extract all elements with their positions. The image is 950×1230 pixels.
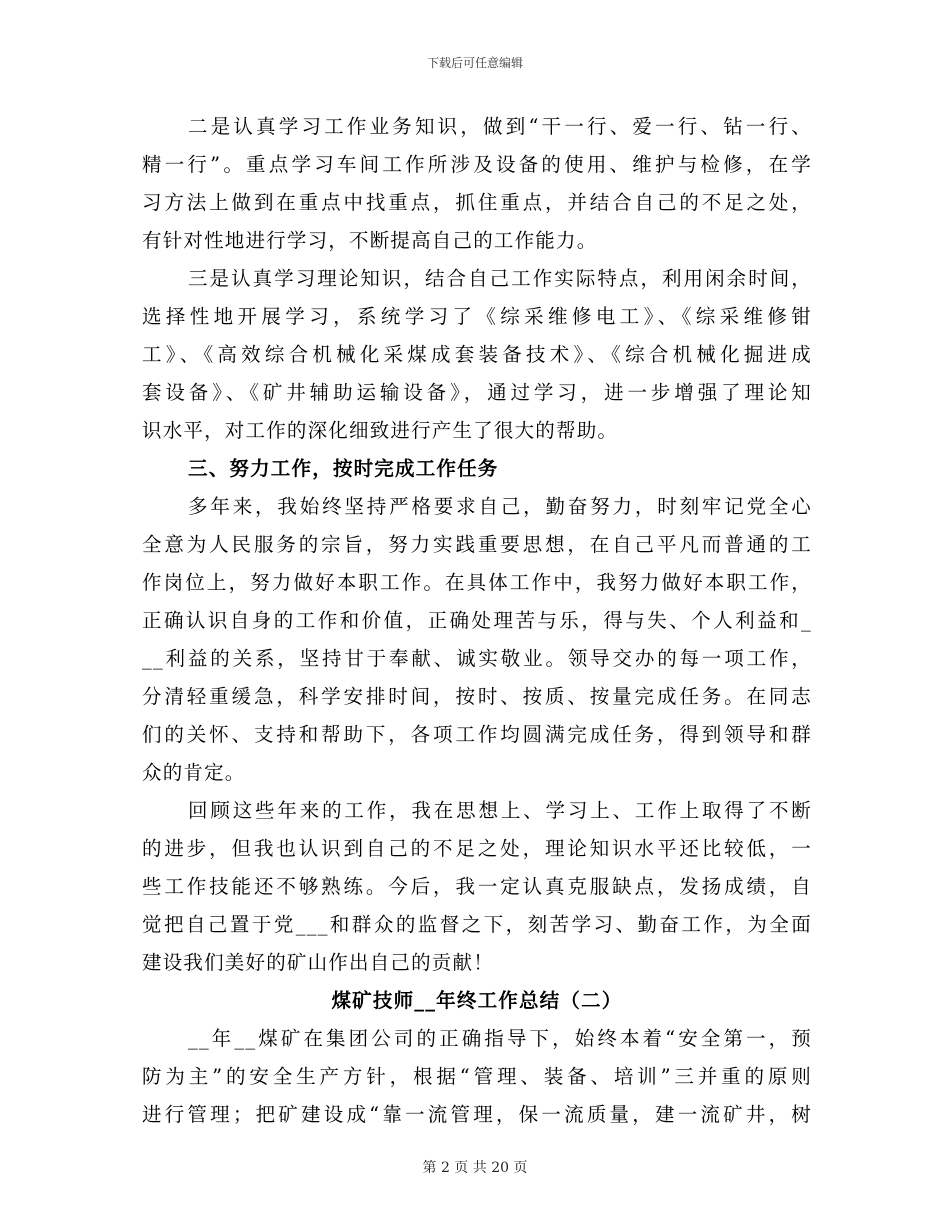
paragraph-line: 觉把自己置于党___和群众的监督之下，刻苦学习、勤奋工作，为全面 xyxy=(142,913,812,936)
paragraph-line: __年__煤矿在集团公司的正确指导下，始终本着“安全第一，预 xyxy=(188,1027,812,1050)
paragraph-line: 工》、《高效综合机械化采煤成套装备技术》、《综合机械化掘进成 xyxy=(142,343,812,366)
paragraph-line: __利益的关系，坚持甘于奉献、诚实敬业。领导交办的每一项工作， xyxy=(142,647,812,670)
paragraph-line: 选择性地开展学习，系统学习了《综采维修电工》、《综采维修钳 xyxy=(142,305,812,328)
paragraph-line: 多年来，我始终坚持严格要求自己，勤奋努力，时刻牢记党全心 xyxy=(188,495,812,518)
document-title: 煤矿技师__年终工作总结（二） xyxy=(331,989,623,1012)
paragraph-line: 全意为人民服务的宗旨，努力实践重要思想，在自己平凡而普通的工 xyxy=(142,533,812,556)
paragraph-line: 有针对性地进行学习，不断提高自己的工作能力。 xyxy=(142,229,598,252)
paragraph-line: 精一行”。重点学习车间工作所涉及设备的使用、维护与检修，在学 xyxy=(142,153,812,176)
document-body xyxy=(142,108,812,1134)
paragraph-line: 们的关怀、支持和帮助下，各项工作均圆满完成任务，得到领导和群 xyxy=(142,723,812,746)
paragraph-line: 分清轻重缓急，科学安排时间，按时、按质、按量完成任务。在同志 xyxy=(142,685,812,708)
paragraph-line: 回顾这些年来的工作，我在思想上、学习上、工作上取得了不断 xyxy=(188,799,812,822)
page-footer: 第 2 页 共 20 页 xyxy=(422,1160,528,1176)
section-heading: 三、努力工作，按时完成工作任务 xyxy=(188,457,499,480)
paragraph-line: 正确认识自身的工作和价值，正确处理苦与乐，得与失、个人利益和_ xyxy=(142,609,812,632)
paragraph-line: 二是认真学习工作业务知识，做到“干一行、爱一行、钻一行、 xyxy=(188,115,812,138)
page-header: 下载后可任意编辑 xyxy=(426,56,523,70)
paragraph-line: 建设我们美好的矿山作出自己的贡献！ xyxy=(142,951,494,974)
paragraph-line: 套设备》、《矿井辅助运输设备》，通过学习，进一步增强了理论知 xyxy=(142,381,812,404)
paragraph-line: 众的肯定。 xyxy=(142,761,246,784)
paragraph-line: 识水平，对工作的深化细致进行产生了很大的帮助。 xyxy=(142,419,619,442)
paragraph-line: 作岗位上，努力做好本职工作。在具体工作中，我努力做好本职工作， xyxy=(142,571,812,594)
paragraph-line: 三是认真学习理论知识，结合自己工作实际特点，利用闲余时间， xyxy=(188,267,812,290)
paragraph-line: 些工作技能还不够熟练。今后，我一定认真克服缺点，发扬成绩，自 xyxy=(142,875,812,898)
paragraph-line: 进行管理；把矿建设成“靠一流管理，保一流质量，建一流矿井，树 xyxy=(142,1103,812,1126)
paragraph-line: 的进步，但我也认识到自己的不足之处，理论知识水平还比较低，一 xyxy=(142,837,812,860)
paragraph-line: 习方法上做到在重点中找重点，抓住重点，并结合自己的不足之处， xyxy=(142,191,812,214)
paragraph-line: 防为主”的安全生产方针，根据“管理、装备、培训”三并重的原则 xyxy=(142,1065,812,1088)
